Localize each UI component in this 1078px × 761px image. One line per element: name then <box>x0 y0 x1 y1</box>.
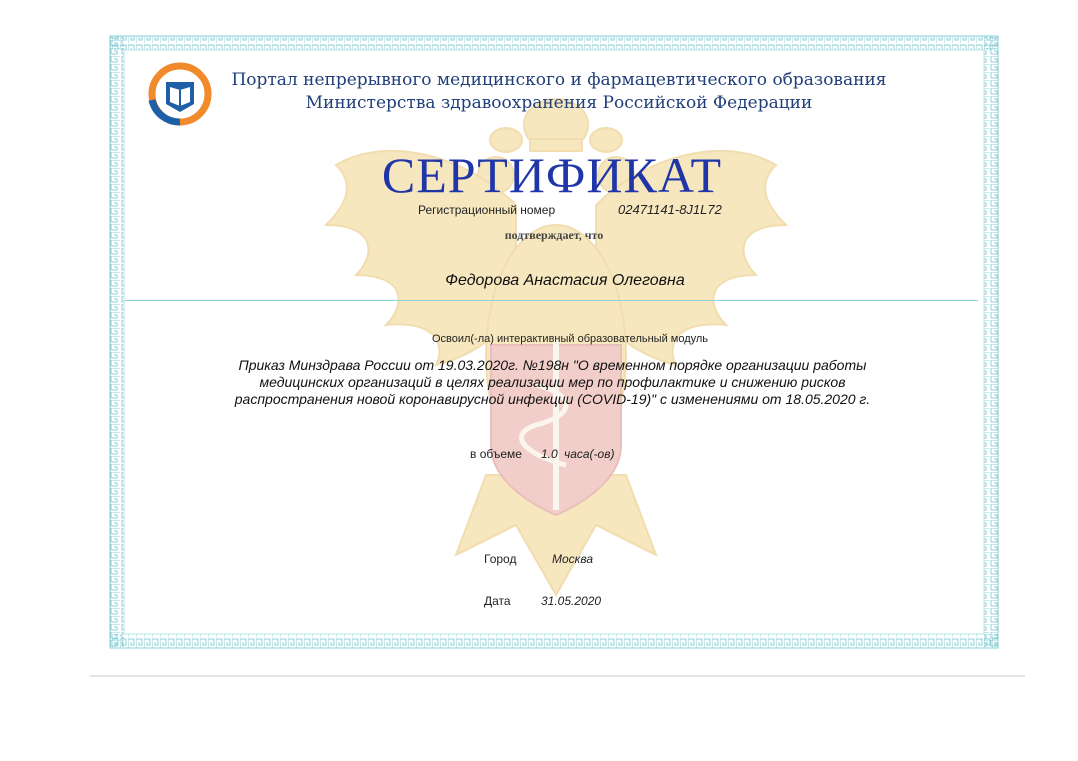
date-label: Дата <box>484 594 511 608</box>
reg-number-label: Регистрационный номер <box>418 203 556 217</box>
reg-number-value: 02471141-8J1L72 <box>618 202 722 217</box>
portal-title-line2: Министерства здравоохранения Российской Федерации <box>305 93 813 113</box>
volume-label: в объеме <box>470 447 522 461</box>
certificate-title: СЕРТИФИКАТ <box>381 147 723 203</box>
confirms-text: подтверждает, что <box>504 228 604 242</box>
city-value: Москва <box>552 552 594 566</box>
volume-value: 1.0 <box>541 447 558 461</box>
module-title: Приказ Минздрава России от 19.03.2020г. №198н "О временном порядке организации работы медицинских организаций в целях реализации мер по профилактике и снижению рисков распространения новой коронавирусной инфекции (COVID-19)" с изменениями от 18.05.2020 г. <box>234 357 871 407</box>
mastered-module-label: Освоил(-ла) интерактивный образовательный модуль <box>431 333 709 345</box>
city-label: Город <box>484 552 517 566</box>
date-value: 31.05.2020 <box>541 594 602 608</box>
name-underline <box>125 300 978 301</box>
portal-title-line1: Портал непрерывного медицинского и фармацевтического образования <box>231 70 887 90</box>
recipient-name: Федорова Анастасия Олеговна <box>445 272 685 289</box>
volume-unit: часа(-ов) <box>564 447 615 461</box>
